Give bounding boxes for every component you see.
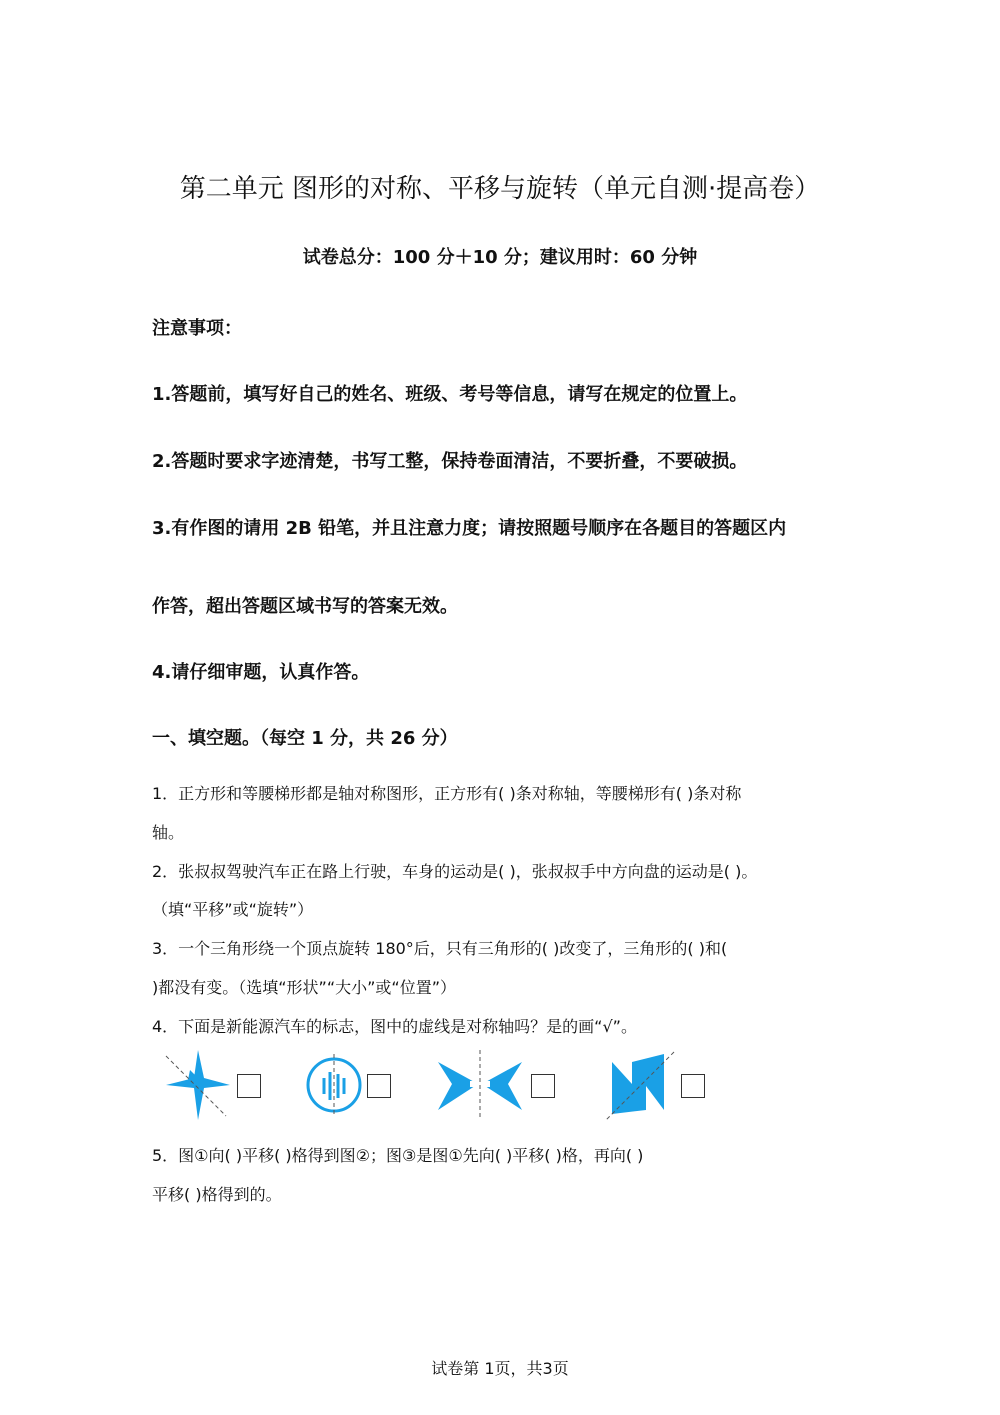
- logo-2-icon: [302, 1048, 366, 1122]
- question-3: 3．一个三角形绕一个顶点旋转 180°后，只有三角形的( )改变了，三角形的( )和(: [152, 939, 728, 958]
- question-4: 4．下面是新能源汽车的标志，图中的虚线是对称轴吗？是的画“√”。: [152, 1017, 637, 1036]
- question-5-cont: 平移( )格得到的。: [152, 1185, 282, 1204]
- note-item-2: 2.答题时要求字迹清楚，书写工整，保持卷面清洁，不要折叠，不要破损。: [152, 451, 748, 472]
- question-1-cont: 轴。: [152, 823, 185, 842]
- answer-box-1[interactable]: [237, 1074, 261, 1098]
- question-2-cont: （填“平移”或“旋转”）: [152, 900, 314, 919]
- answer-box-4[interactable]: [681, 1074, 705, 1098]
- logo-1-icon: [160, 1048, 232, 1122]
- question-3-cont: )都没有变。（选填“形状”“大小”或“位置”）: [152, 978, 456, 997]
- note-item-3: 3.有作图的请用 2B 铅笔，并且注意力度；请按照题号顺序在各题目的答题区内: [152, 518, 787, 539]
- note-item-1: 1.答题前，填写好自己的姓名、班级、考号等信息，请写在规定的位置上。: [152, 384, 748, 405]
- exam-info: 试卷总分：100 分＋10 分；建议用时：60 分钟: [302, 247, 698, 268]
- answer-box-3[interactable]: [531, 1074, 555, 1098]
- answer-box-2[interactable]: [367, 1074, 391, 1098]
- section-heading: 一、填空题。（每空 1 分，共 26 分）: [152, 728, 458, 749]
- page-title: 第二单元 图形的对称、平移与旋转（单元自测·提高卷）: [179, 174, 821, 204]
- question-2: 2．张叔叔驾驶汽车正在路上行驶，车身的运动是( )，张叔叔手中方向盘的运动是( )。: [152, 862, 758, 881]
- note-item-4: 4.请仔细审题，认真作答。: [152, 662, 370, 683]
- logo-4-icon: [602, 1048, 682, 1122]
- question-1: 1．正方形和等腰梯形都是轴对称图形，正方形有( )条对称轴，等腰梯形有( )条对称: [152, 784, 742, 803]
- note-item-3-cont: 作答，超出答题区域书写的答案无效。: [152, 596, 458, 617]
- notes-heading: 注意事项：: [152, 318, 242, 339]
- logo-3-icon: [432, 1048, 528, 1122]
- page-footer: 试卷第 1页，共3页: [431, 1359, 569, 1378]
- question-5: 5．图①向( )平移( )格得到图②；图③是图①先向( )平移( )格，再向( ): [152, 1146, 644, 1165]
